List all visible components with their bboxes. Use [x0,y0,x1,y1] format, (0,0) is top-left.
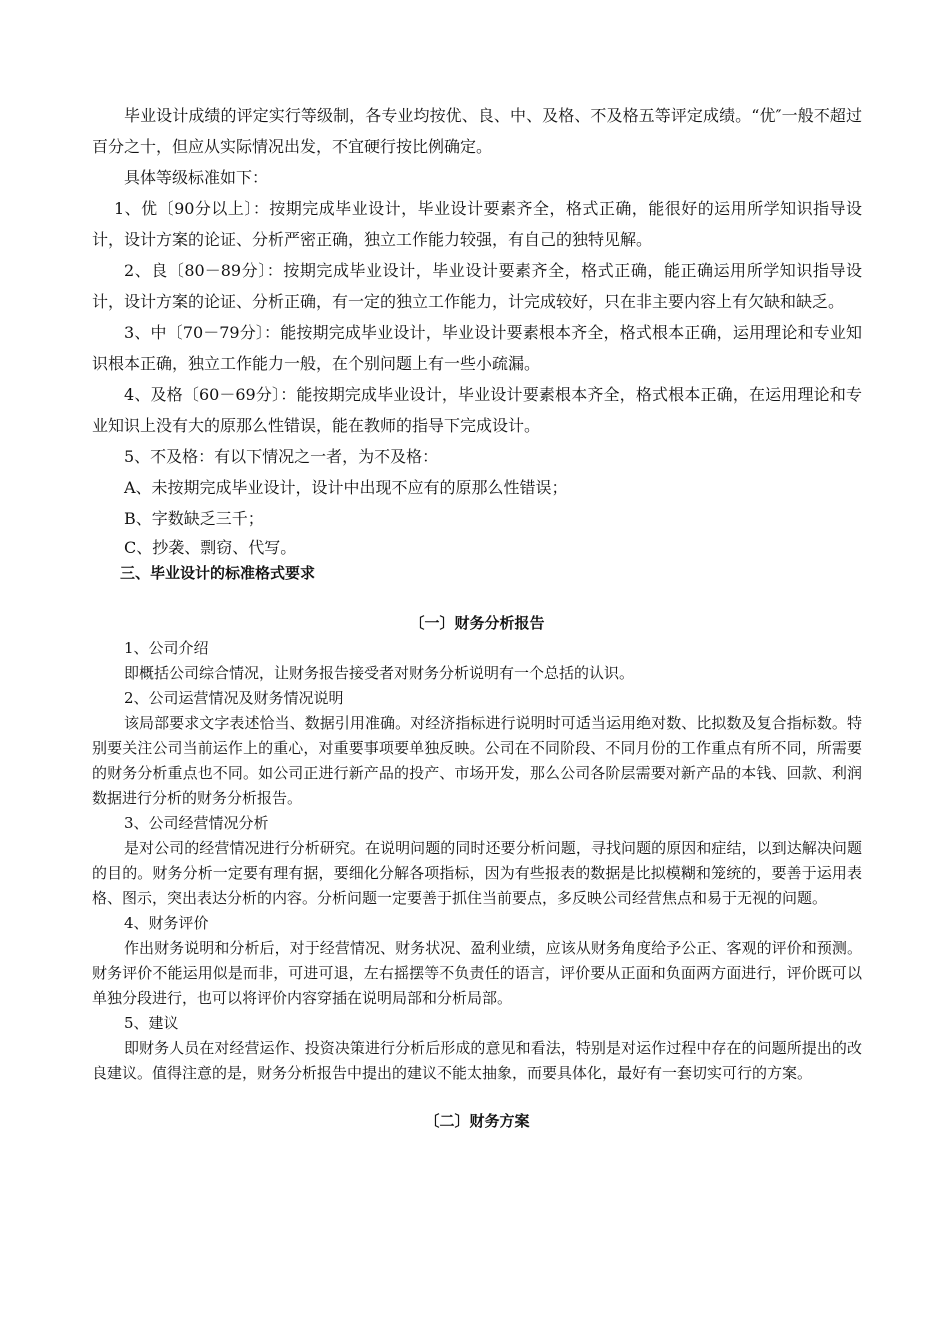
item3-body: 是对公司的经营情况进行分析研究。在说明问题的同时还要分析问题，寻找问题的原因和症结，以到达解决问题的目的。财务分析一定要有理有据，要细化分解各项指标，因为有些报表的数据是比拟模糊和笼统的，要善于运用表格、图示，突出表达分析的内容。分析问题一定要善于抓住当前要点，多反映公司经营焦点和易于无视的问题。 [92,839,862,907]
level-excellent: 1、优〔90分以上〕：按期完成毕业设计，毕业设计要素齐全，格式正确，能很好的运用所学知识指导设计，设计方案的论证、分析严密正确，独立工作能力较强，有自己的独特见解。 [92,199,862,249]
grading-intro: 毕业设计成绩的评定实行等级制，各专业均按优、良、中、及格、不及格五等评定成绩。“优″一般不超过百分之十，但应从实际情况出发，不宜硬行按比例确定。 [92,106,862,156]
item4-heading: 4、财务评价 [124,914,209,932]
fail-item-b: B、字数缺乏三千； [124,509,264,528]
sub2-title: 〔二〕财务方案 [424,1112,530,1130]
level-fail: 5、不及格：有以下情况之一者，为不及格： [124,447,439,466]
item5-heading: 5、建议 [124,1014,179,1032]
sub1-title: 〔一〕财务分析报告 [409,614,545,632]
level-medium: 3、中〔70－79分〕：能按期完成毕业设计，毕业设计要素根本齐全，格式根本正确，运用理论和专业知识根本正确，独立工作能力一般，在个别问题上有一些小疏漏。 [92,323,862,373]
item1-body: 即概括公司综合情况，让财务报告接受者对财务分析说明有一个总括的认识。 [124,664,635,682]
item2-heading: 2、公司运营情况及财务情况说明 [124,689,344,707]
item4-body: 作出财务说明和分析后，对于经营情况、财务状况、盈利业绩，应该从财务角度给予公正、客观的评价和预测。财务评价不能运用似是而非，可进可退，左右摇摆等不负责任的语言，评价要从正面和负面两方面进行，评价既可以单独分段进行，也可以将评价内容穿插在说明局部和分析局部。 [92,939,862,1007]
fail-item-a: A、未按期完成毕业设计，设计中出现不应有的原那么性错误； [124,478,568,497]
level-good: 2、良〔80－89分〕：按期完成毕业设计，毕业设计要素齐全，格式正确，能正确运用所学知识指导设计，设计方案的论证、分析正确，有一定的独立工作能力，计完成较好，只在非主要内容上有欠缺和缺乏。 [92,261,862,311]
item2-body: 该局部要求文字表述恰当、数据引用准确。对经济指标进行说明时可适当运用绝对数、比拟数及复合指标数。特别要关注公司当前运作上的重心，对重要事项要单独反映。公司在不同阶段、不同月份的工作重点有所不同，所需要的财务分析重点也不同。如公司正进行新产品的投产、市场开发，那么公司各阶层需要对新产品的本钱、回款、利润数据进行分析的财务分析报告。 [92,714,862,807]
item3-heading: 3、公司经营情况分析 [124,814,269,832]
document-page [92,100,862,1132]
level-pass: 4、及格〔60－69分〕：能按期完成毕业设计，毕业设计要素根本齐全，格式根本正确，在运用理论和专业知识上没有大的原那么性错误，能在教师的指导下完成设计。 [92,385,862,435]
fail-item-c: C、抄袭、剽窃、代写。 [124,538,297,557]
section3-title: 三、毕业设计的标准格式要求 [120,564,316,582]
item5-body: 即财务人员在对经营运作、投资决策进行分析后形成的意见和看法，特别是对运作过程中存在的问题所提出的改良建议。值得注意的是，财务分析报告中提出的建议不能太抽象，而要具体化，最好有一套切实可行的方案。 [92,1039,862,1082]
standard-label: 具体等级标准如下： [124,168,269,187]
item1-heading: 1、公司介绍 [124,639,209,657]
